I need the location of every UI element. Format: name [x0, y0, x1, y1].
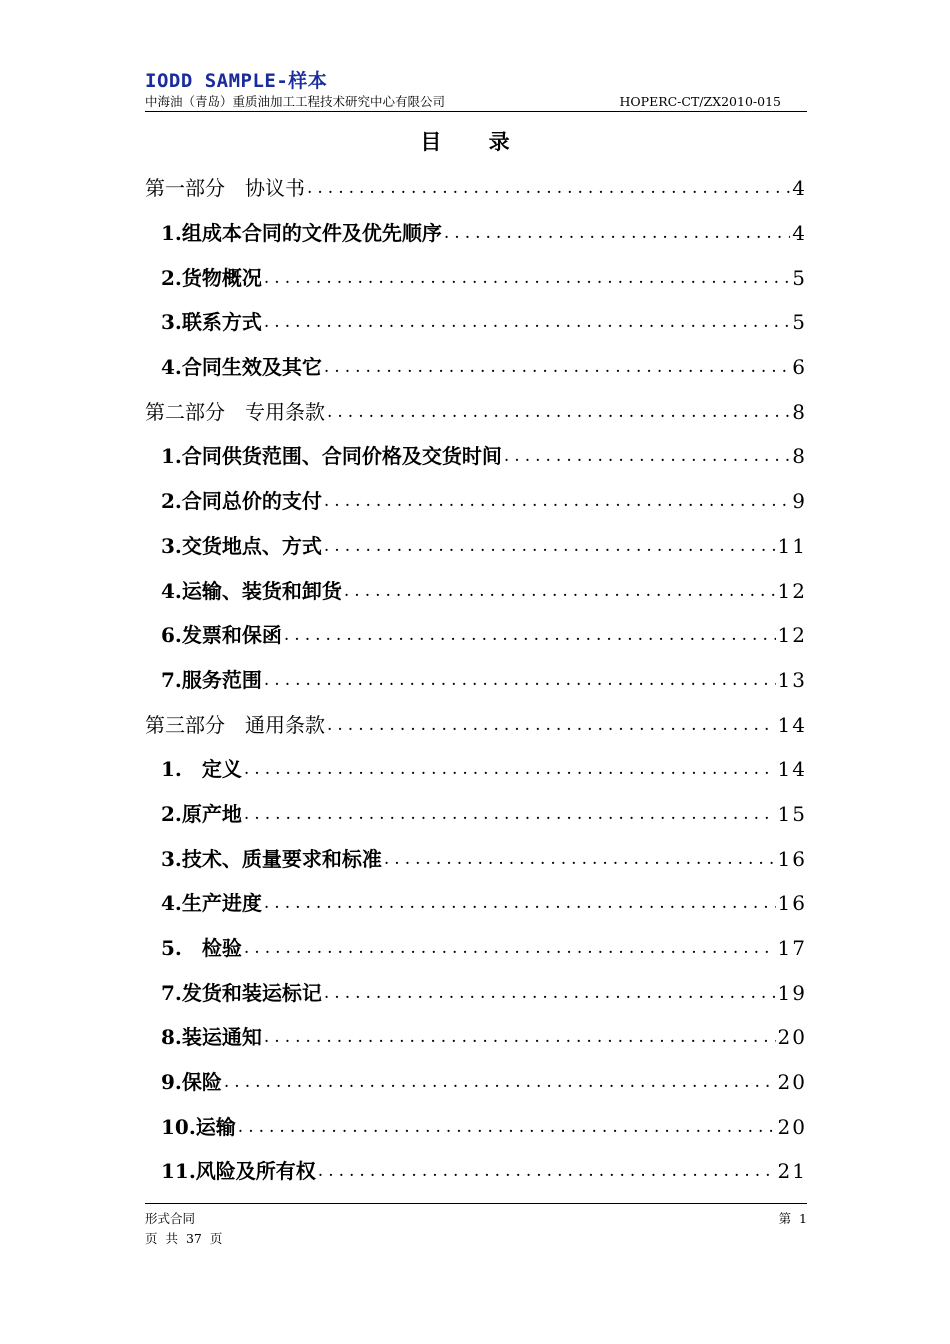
toc-entry-label: 7.发货和装运标记: [161, 980, 322, 1005]
toc-entry-label: 1. 定义: [161, 757, 242, 782]
toc-dot-leader: [324, 354, 790, 380]
toc-entry-label: 1.组成本合同的文件及优先顺序: [161, 221, 442, 246]
toc-section-entry[interactable]: [145, 434, 807, 479]
toc-entry-page: 16: [777, 891, 807, 916]
toc-dot-leader: [244, 935, 776, 961]
toc-section-entry[interactable]: [145, 926, 807, 971]
toc-section-entry[interactable]: [145, 479, 807, 524]
toc-entry-page: 5: [792, 310, 807, 335]
toc-dot-leader: [318, 1158, 776, 1184]
toc-entry-label: 1.合同供货范围、合同价格及交货时间: [161, 444, 502, 469]
toc-entry-page: 5: [792, 265, 807, 290]
toc-entry-page: 15: [777, 801, 807, 826]
toc-entry-page: 20: [777, 1070, 807, 1095]
toc-entry-label: 第二部分 专用条款: [145, 399, 325, 424]
toc-entry-page: 9: [792, 489, 807, 514]
toc-entry-label: 4.合同生效及其它: [161, 355, 322, 380]
toc-section-entry[interactable]: [145, 747, 807, 792]
toc-entry-label: 第一部分 协议书: [145, 176, 305, 201]
toc-entry-page: 4: [792, 221, 807, 246]
toc-entry-label: 2.货物概况: [161, 265, 262, 290]
toc-entry-page: 14: [777, 757, 807, 782]
toc-entry-label: 3.技术、质量要求和标准: [161, 846, 382, 871]
table-of-contents: [145, 166, 807, 1194]
toc-dot-leader: [344, 578, 776, 604]
toc-dot-leader: [264, 309, 790, 335]
toc-dot-leader: [264, 265, 790, 291]
toc-entry-label: 2.原产地: [161, 801, 242, 826]
toc-entry-label: 3.联系方式: [161, 310, 262, 335]
toc-dot-leader: [284, 622, 776, 648]
footer-page-number: 第 1: [778, 1211, 807, 1226]
toc-entry-label: 10.运输: [161, 1114, 236, 1139]
toc-dot-leader: [244, 801, 776, 827]
toc-dot-leader: [264, 667, 776, 693]
toc-part-entry[interactable]: [145, 389, 807, 434]
page-header: [145, 93, 807, 112]
toc-entry-page: 8: [792, 444, 807, 469]
toc-entry-page: 16: [777, 846, 807, 871]
toc-dot-leader: [384, 846, 776, 872]
toc-section-entry[interactable]: [145, 524, 807, 569]
toc-dot-leader: [327, 712, 776, 738]
toc-dot-leader: [327, 399, 790, 425]
toc-entry-page: 21: [777, 1159, 807, 1184]
toc-entry-page: 6: [792, 355, 807, 380]
toc-section-entry[interactable]: [145, 345, 807, 390]
sample-watermark: IODD SAMPLE-样本: [145, 70, 328, 92]
page-footer: [145, 1209, 807, 1249]
toc-dot-leader: [444, 220, 790, 246]
toc-title: 目 录: [420, 129, 530, 154]
footer-divider: [145, 1203, 807, 1204]
toc-dot-leader: [264, 890, 776, 916]
toc-section-entry[interactable]: [145, 1060, 807, 1105]
toc-entry-page: 19: [777, 980, 807, 1005]
toc-section-entry[interactable]: [145, 1015, 807, 1060]
toc-part-entry[interactable]: [145, 702, 807, 747]
toc-section-entry[interactable]: [145, 568, 807, 613]
toc-entry-label: 11.风险及所有权: [161, 1159, 316, 1184]
toc-entry-label: 4.运输、装货和卸货: [161, 578, 342, 603]
toc-dot-leader: [324, 533, 776, 559]
header-document-number: HOPERC-CT/ZX2010-015: [619, 94, 781, 109]
header-company-name: 中海油（青岛）重质油加工工程技术研究中心有限公司: [145, 94, 446, 109]
toc-entry-page: 17: [777, 936, 807, 961]
toc-section-entry[interactable]: [145, 970, 807, 1015]
toc-entry-page: 20: [777, 1114, 807, 1139]
toc-part-entry[interactable]: [145, 166, 807, 211]
toc-entry-page: 12: [777, 623, 807, 648]
toc-entry-page: 11: [777, 533, 807, 558]
toc-dot-leader: [238, 1114, 776, 1140]
footer-page-total: 页 共 37 页: [145, 1231, 223, 1246]
toc-dot-leader: [324, 980, 776, 1006]
toc-entry-label: 9.保险: [161, 1070, 222, 1095]
toc-dot-leader: [307, 175, 790, 201]
toc-section-entry[interactable]: [145, 255, 807, 300]
toc-section-entry[interactable]: [145, 211, 807, 256]
toc-section-entry[interactable]: [145, 1149, 807, 1194]
toc-section-entry[interactable]: [145, 300, 807, 345]
toc-section-entry[interactable]: [145, 836, 807, 881]
toc-dot-leader: [264, 1024, 776, 1050]
toc-entry-page: 8: [792, 399, 807, 424]
toc-section-entry[interactable]: [145, 881, 807, 926]
toc-section-entry[interactable]: [145, 1104, 807, 1149]
toc-entry-label: 第三部分 通用条款: [145, 712, 325, 737]
toc-entry-label: 3.交货地点、方式: [161, 533, 322, 558]
toc-section-entry[interactable]: [145, 613, 807, 658]
toc-entry-label: 8.装运通知: [161, 1025, 262, 1050]
toc-entry-page: 20: [777, 1025, 807, 1050]
footer-doc-type: 形式合同: [145, 1211, 196, 1226]
toc-entry-label: 4.生产进度: [161, 891, 262, 916]
toc-section-entry[interactable]: [145, 658, 807, 703]
toc-dot-leader: [224, 1069, 776, 1095]
toc-entry-page: 13: [777, 667, 807, 692]
toc-entry-label: 6.发票和保函: [161, 623, 282, 648]
toc-entry-page: 4: [792, 176, 807, 201]
toc-dot-leader: [504, 443, 790, 469]
toc-dot-leader: [244, 756, 776, 782]
toc-entry-page: 14: [777, 712, 807, 737]
toc-entry-label: 7.服务范围: [161, 667, 262, 692]
toc-entry-label: 2.合同总价的支付: [161, 489, 322, 514]
toc-dot-leader: [324, 488, 790, 514]
toc-section-entry[interactable]: [145, 792, 807, 837]
toc-entry-label: 5. 检验: [161, 936, 242, 961]
toc-entry-page: 12: [777, 578, 807, 603]
